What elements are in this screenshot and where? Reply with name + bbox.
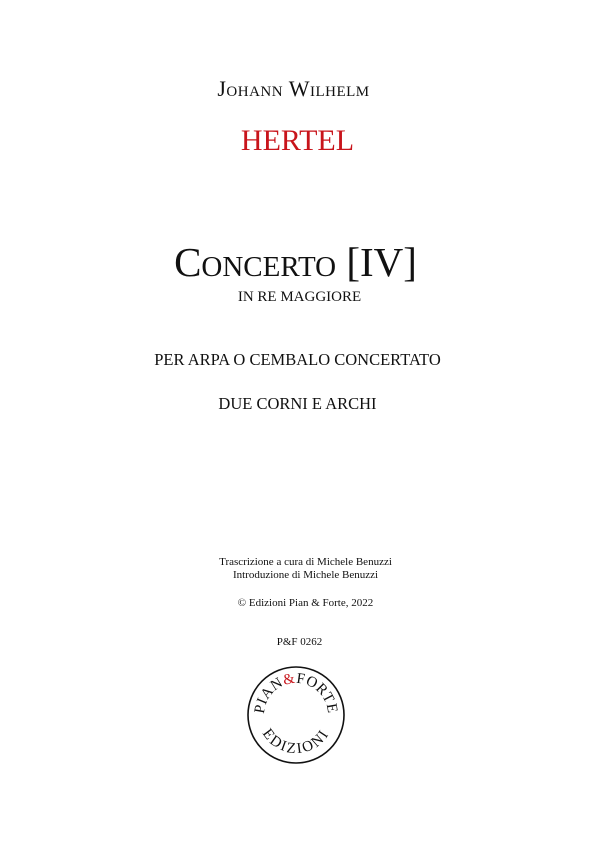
work-key: IN RE MAGGIORE — [237, 289, 362, 305]
composer-first-names: Johann Wilhelm — [217, 76, 370, 101]
logo-ampersand: & — [281, 670, 297, 689]
scoring-line-1: PER ARPA O CEMBALO CONCERTATO — [154, 350, 441, 369]
publisher-logo — [246, 665, 346, 765]
logo-text-forte: FORTE — [295, 670, 341, 715]
scoring-line-2: DUE CORNI E ARCHI — [218, 394, 377, 413]
svg-text:EDIZIONI — [259, 726, 333, 757]
composer-surname: HERTEL — [240, 124, 355, 157]
transcription-credit: Trascrizione a cura di Michele Benuzzi — [219, 556, 392, 568]
catalog-number: P&F 0262 — [276, 636, 323, 648]
logo-text-pian: PIAN — [251, 674, 287, 715]
work-title: Concerto [IV] — [174, 239, 417, 285]
publisher-seal-icon — [246, 665, 346, 765]
introduction-credit: Introduzione di Michele Benuzzi — [232, 569, 379, 581]
logo-text-edizioni: EDIZIONI — [258, 726, 333, 758]
copyright-notice: © Edizioni Pian & Forte, 2022 — [237, 597, 374, 609]
